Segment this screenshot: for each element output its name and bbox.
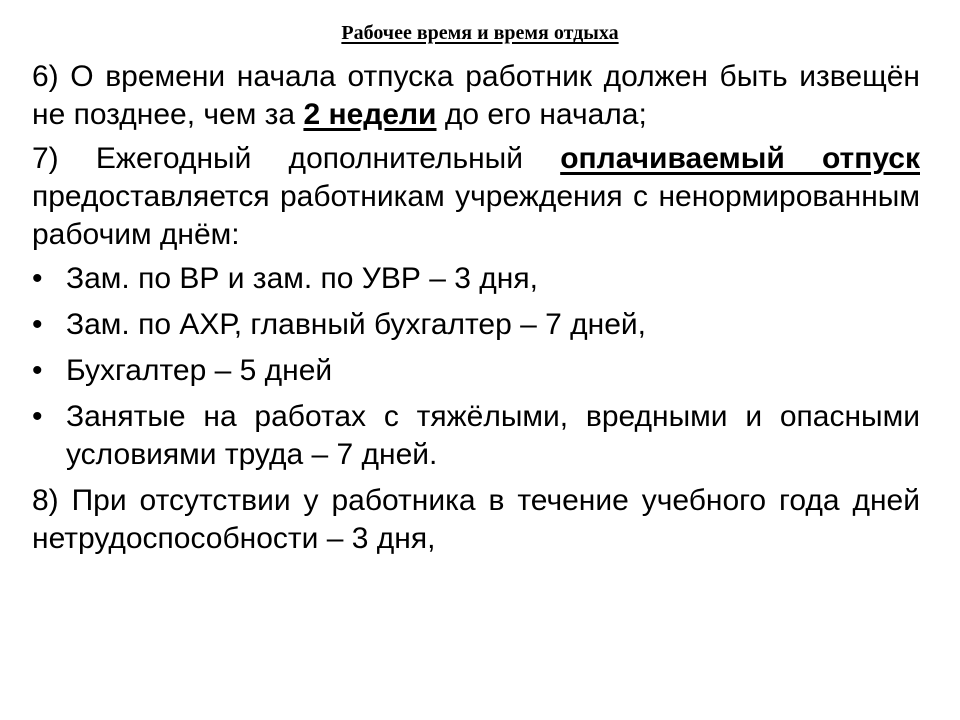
- list-item: [32, 398, 920, 474]
- list-item: [32, 306, 920, 344]
- bullet-icon: •: [32, 400, 43, 433]
- list-item-text: Зам. по ВР и зам. по УВР – 3 дня,: [66, 262, 538, 295]
- item-6-text-end: до его начала;: [436, 98, 647, 131]
- list-item-text: Зам. по АХР, главный бухгалтер – 7 дней,: [66, 308, 647, 341]
- list-item: [32, 260, 920, 298]
- bullet-icon: •: [32, 262, 43, 295]
- slide-content: [32, 58, 920, 564]
- item-6-text-start: 6) О времени начала отпуска работник должен быть извещён не позднее, чем за: [32, 60, 920, 131]
- list-item-text: Занятые на работах с тяжёлыми, вредными и опасными условиями труда – 7 дней.: [66, 400, 920, 471]
- list-item: [32, 352, 920, 390]
- item-7-text-start: 7) Ежегодный дополнительный: [32, 142, 561, 175]
- page-title: Рабочее время и время отдыха: [341, 22, 619, 44]
- item-7-text-end: предоставляется работникам учреждения с ненормированным рабочим днём:: [32, 180, 920, 251]
- paragraph-item-8: 8) При отсутствии у работника в течение учебного года дней нетрудоспособности – 3 дня,: [32, 484, 920, 555]
- item-6-highlight: 2 недели: [303, 98, 437, 131]
- bullet-list: [32, 260, 920, 474]
- list-item-text: Бухгалтер – 5 дней: [66, 354, 333, 387]
- paragraph-item-6: [32, 58, 920, 134]
- item-7-highlight: оплачиваемый отпуск: [560, 142, 920, 175]
- bullet-icon: •: [32, 308, 43, 341]
- paragraph-item-7: [32, 140, 920, 254]
- bullet-icon: •: [32, 354, 43, 387]
